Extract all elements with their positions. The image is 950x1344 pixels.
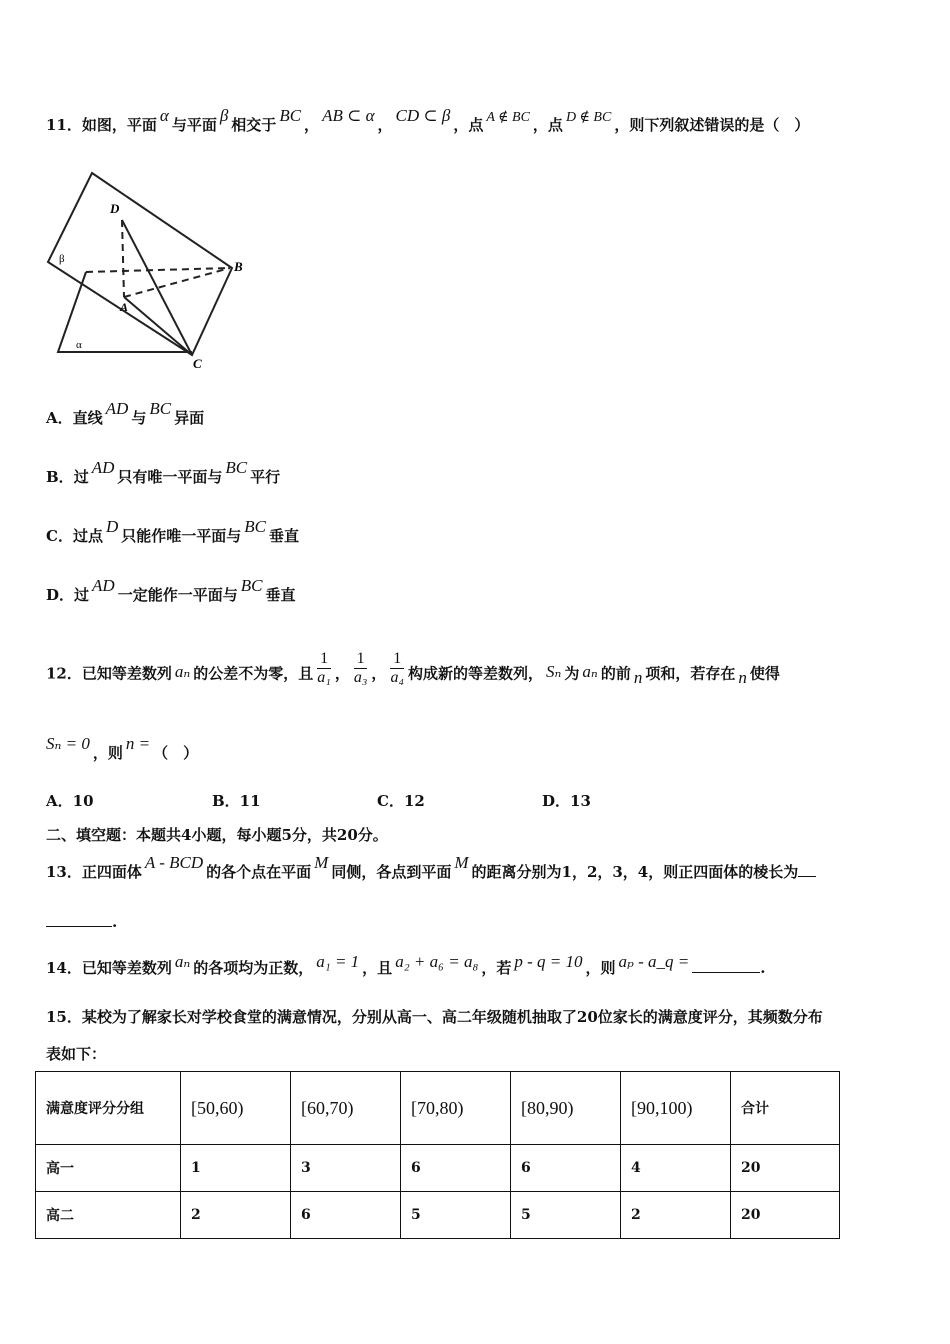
option-text: 垂直: [269, 527, 300, 545]
q11-text: ，点: [532, 116, 563, 134]
table-cell: 5: [401, 1192, 511, 1239]
q12-text: ，则: [92, 744, 123, 762]
table-header-cell: [90,100): [621, 1072, 731, 1145]
table-row: [36, 1145, 840, 1192]
q11-text: 相交于: [231, 116, 277, 134]
q12-text: （ ）: [153, 744, 199, 762]
q12-text: 12．已知等差数列: [46, 664, 172, 683]
q12-text: 为: [564, 664, 580, 683]
segment-dc: [122, 220, 192, 355]
fraction-1-a3: [354, 650, 368, 687]
table-header-cell: [80,90): [511, 1072, 621, 1145]
table-cell: 5: [511, 1192, 621, 1239]
q11-option-c: [46, 517, 300, 546]
table-header-cell: [70,80): [401, 1072, 511, 1145]
math-a2-a6-a8: a₂ + a₆ = a₈: [395, 952, 479, 971]
q12-option-b: B．11: [212, 792, 261, 810]
math-ad: AD: [92, 576, 115, 595]
label-beta: β: [59, 253, 65, 265]
q15-line1: 15．某校为了解家长对学校食堂的满意情况，分别从高一、高二年级随机抽取了20位家长的满意度评分，其频数分布: [46, 1008, 823, 1026]
q12-text: 的前: [600, 664, 631, 683]
math-a1-eq-1: a₁ = 1: [316, 952, 360, 971]
math-n: n: [738, 667, 747, 687]
option-letter: C．: [46, 527, 73, 545]
math-ap-aq: aₚ - a_q =: [618, 952, 690, 971]
label-a: A: [120, 300, 129, 314]
math-m: M: [314, 853, 329, 872]
fraction-denominator: a₃: [353, 669, 368, 686]
table-cell: 2: [621, 1192, 731, 1239]
option-text: 异面: [174, 409, 205, 427]
table-cell: 20: [731, 1192, 840, 1239]
math-sn: Sₙ: [546, 661, 562, 681]
math-beta: β: [219, 106, 229, 125]
math-m: M: [454, 853, 469, 872]
q12-text: ，: [334, 664, 350, 683]
math-cd-subset-beta: CD ⊂ β: [395, 106, 451, 125]
q11-text: ，: [304, 116, 320, 134]
q11-option-a: [46, 399, 205, 428]
math-bc: BC: [279, 106, 302, 125]
option-text: 只有唯一平面与: [117, 468, 223, 486]
segment-ab: [124, 268, 230, 297]
table-cell: 6: [511, 1145, 621, 1192]
q11-text: ，: [377, 116, 393, 134]
table-cell: 高一: [36, 1145, 181, 1192]
math-alpha: α: [159, 106, 169, 125]
q14-text: ，若: [481, 959, 512, 977]
q11-text: ，点: [453, 116, 484, 134]
table-cell: 高二: [36, 1192, 181, 1239]
math-d: D: [105, 517, 119, 536]
math-a-notin-bc: A ∉ BC: [486, 110, 530, 125]
q13-line2: [46, 912, 117, 931]
math-ad: AD: [91, 458, 115, 477]
fraction-numerator: 1: [317, 650, 331, 669]
math-ab-subset-alpha: AB ⊂ α: [322, 106, 375, 125]
math-bc: BC: [244, 517, 266, 536]
q13-text: 13．正四面体: [46, 863, 142, 881]
q14-text: .: [760, 959, 766, 977]
option-text: 过点: [72, 527, 103, 545]
math-bc: BC: [240, 576, 263, 595]
math-n-eq: n =: [125, 734, 151, 753]
table-header-cell: 合计: [731, 1072, 840, 1145]
fraction-denominator: a₄: [390, 669, 404, 686]
section-heading-fill-in: 二、填空题：本题共4小题，每小题5分，共20分。: [46, 826, 388, 844]
table-cell: 1: [181, 1145, 291, 1192]
label-d: D: [110, 201, 120, 216]
math-seq-an: aₙ: [174, 661, 191, 681]
option-text: 垂直: [265, 586, 296, 604]
option-text: 过: [73, 468, 89, 486]
option-text: 直线: [72, 409, 103, 427]
fraction-numerator: 1: [354, 650, 368, 669]
q12-stem: [46, 650, 780, 693]
table-cell: 6: [401, 1145, 511, 1192]
fraction-numerator: 1: [390, 650, 404, 669]
math-p-q-10: p - q = 10: [514, 952, 583, 971]
label-b: B: [234, 259, 243, 274]
q13-text: 同侧，各点到平面: [331, 863, 452, 881]
q12-text: ，: [371, 664, 387, 683]
math-n: n: [633, 667, 643, 687]
table-cell: 20: [731, 1145, 840, 1192]
q12-line2: [46, 734, 199, 763]
table-header-cell: 满意度评分分组: [36, 1072, 181, 1145]
fraction-denominator: a₁: [317, 669, 331, 686]
q13-text: .: [112, 913, 118, 931]
option-text: 只能作唯一平面与: [121, 527, 242, 545]
q12-text: 使得: [749, 664, 780, 683]
math-bc: BC: [149, 399, 172, 418]
q11-option-d: [46, 576, 296, 605]
q11-text: ，则下列叙述错误的是（ ）: [614, 116, 810, 134]
q11-text: 11．如图，平面: [46, 116, 157, 134]
option-text: 一定能作一平面与: [117, 586, 238, 604]
fraction-1-a4: [390, 650, 404, 687]
plane-alpha-hidden-edge: [86, 268, 230, 272]
q12-text: 构成新的等差数列，: [408, 664, 544, 683]
math-d-notin-bc: D ∉ BC: [565, 110, 612, 125]
q13-text: 的距离分别为1，2，3，4，则正四面体的棱长为: [471, 863, 799, 881]
label-c: C: [193, 356, 202, 370]
q15-line2: 表如下：: [46, 1045, 107, 1063]
table-header-cell: [60,70): [291, 1072, 401, 1145]
plane-beta: [48, 173, 232, 355]
math-sn-eq-0: Sₙ = 0: [46, 734, 90, 753]
q14-text: ，且: [362, 959, 393, 977]
q12-option-c: C．12: [377, 792, 425, 810]
q14-stem: [46, 952, 766, 978]
option-text: 与: [131, 409, 147, 427]
table-cell: 2: [181, 1192, 291, 1239]
answer-blank[interactable]: [798, 862, 816, 877]
table-cell: 3: [291, 1145, 401, 1192]
q13-stem: [46, 853, 816, 882]
q11-figure: [40, 165, 260, 370]
frequency-table: [35, 1071, 840, 1239]
option-text: 平行: [250, 468, 281, 486]
q12-text: 的公差不为零，且: [193, 664, 314, 683]
q11-option-b: [46, 458, 281, 487]
q11-stem: [46, 106, 810, 135]
segment-ac: [124, 297, 192, 355]
table-row: [36, 1192, 840, 1239]
answer-blank[interactable]: [46, 912, 112, 927]
q11-text: 与平面: [171, 116, 217, 134]
label-alpha: α: [76, 339, 82, 351]
option-text: 过: [74, 586, 90, 604]
table-header-cell: [50,60): [181, 1072, 291, 1145]
q14-text: ，则: [585, 959, 616, 977]
q14-text: 的各项均为正数，: [193, 959, 314, 977]
q12-option-a: A．10: [46, 792, 94, 810]
math-ad: AD: [105, 399, 129, 418]
q14-text: 14．已知等差数列: [46, 959, 172, 977]
option-letter: D．: [46, 586, 75, 604]
q13-text: 的各个点在平面: [206, 863, 312, 881]
q12-text: 项和，若存在: [645, 664, 736, 683]
answer-blank[interactable]: [692, 958, 760, 973]
table-header-row: [36, 1072, 840, 1145]
math-seq-an: aₙ: [174, 952, 191, 971]
math-seq-an: aₙ: [582, 661, 598, 681]
table-cell: 6: [291, 1192, 401, 1239]
segment-ad: [122, 220, 124, 297]
math-a-bcd: A - BCD: [144, 853, 204, 872]
q12-option-d: D．13: [542, 792, 591, 810]
option-letter: B．: [46, 468, 74, 486]
fraction-1-a1: [317, 650, 331, 687]
option-letter: A．: [46, 409, 73, 427]
table-cell: 4: [621, 1145, 731, 1192]
math-bc: BC: [225, 458, 248, 477]
